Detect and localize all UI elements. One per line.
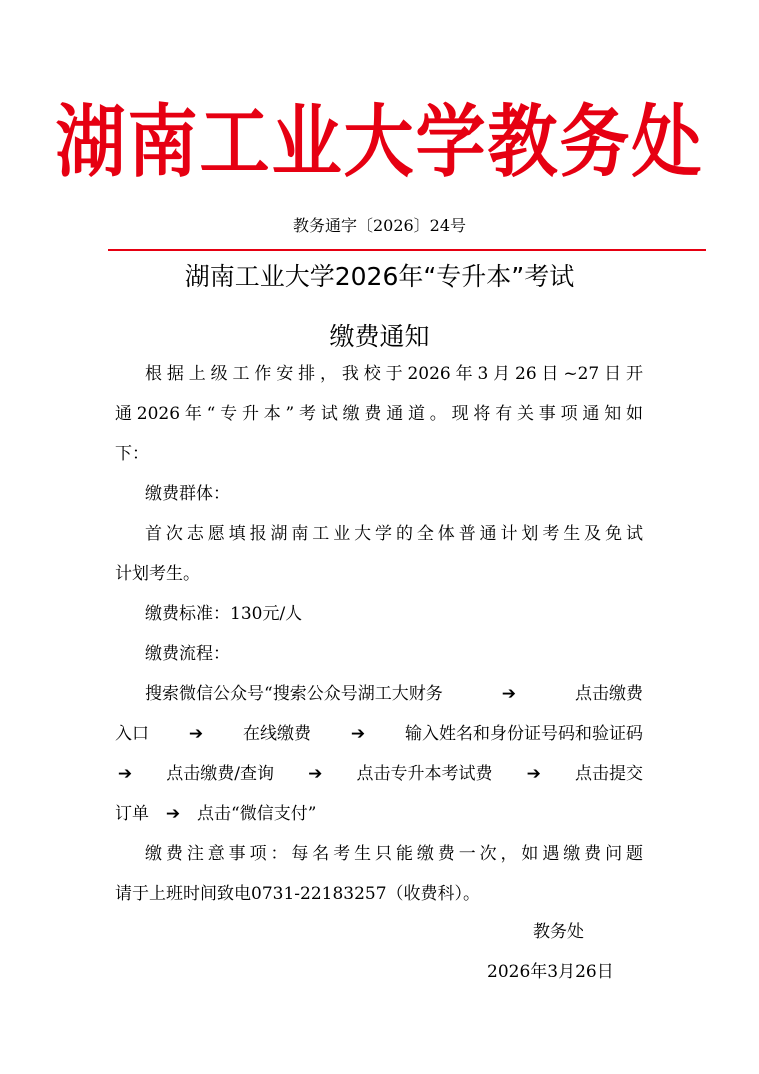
- process-step-wechat-pay: 点击“微信支付”: [197, 804, 317, 824]
- notice-title-line-1: 湖南工业大学2026年“专升本”考试: [184, 262, 575, 291]
- signature-date: 2026年3月26日: [487, 962, 614, 982]
- issuer-title: 湖南工业大学教务处: [55, 94, 704, 188]
- signature-office: 教务处: [533, 922, 584, 942]
- arrow-icon: ➔: [350, 724, 366, 744]
- arrow-icon: ➔: [308, 764, 323, 784]
- arrow-icon: ➔: [117, 764, 133, 784]
- document-number: 教务通字〔2026〕24号: [292, 216, 467, 235]
- notes-line-1: 缴费注意事项：每名考生只能缴费一次，如遇缴费问题: [145, 844, 643, 864]
- arrow-icon: ➔: [165, 804, 181, 824]
- notice-title-line-2: 缴费通知: [329, 322, 430, 351]
- process-line-4: [115, 799, 316, 829]
- intro-line-3: 下：: [115, 444, 149, 464]
- intro-line-2: 通2026年“专升本”考试缴费通道。现将有关事项通知如: [115, 404, 643, 424]
- process-step-click-entry: 点击缴费: [574, 684, 643, 704]
- process-step-input-info: 输入姓名和身份证号码和验证码: [405, 724, 643, 744]
- red-divider: [108, 249, 706, 251]
- process-step-entry: 入口: [115, 724, 149, 744]
- process-label: 缴费流程：: [145, 644, 230, 664]
- process-line-1: [145, 679, 643, 709]
- notes-line-2: 请于上班时间致电0731-22183257（收费科）。: [115, 884, 481, 904]
- process-step-submit: 点击提交: [574, 764, 643, 784]
- intro-line-1: 根据上级工作安排，我校于2026年3月26日~27日开: [145, 364, 643, 384]
- arrow-icon: ➔: [501, 684, 516, 704]
- process-step-online-pay: 在线缴费: [243, 724, 311, 744]
- process-step-search: 搜索微信公众号“搜索公众号湖工大财务: [145, 684, 443, 704]
- process-step-pay-query: 点击缴费/查询: [166, 764, 274, 784]
- process-step-order: 订单: [115, 804, 149, 824]
- process-line-3: [115, 759, 643, 789]
- target-group-label: 缴费群体：: [145, 484, 230, 504]
- process-step-exam-fee: 点击专升本考试费: [356, 764, 493, 784]
- process-line-2: [115, 719, 643, 749]
- arrow-icon: ➔: [526, 764, 541, 784]
- arrow-icon: ➔: [188, 724, 204, 744]
- target-group-line-1: 首次志愿填报湖南工业大学的全体普通计划考生及免试: [145, 524, 643, 544]
- target-group-line-2: 计划考生。: [115, 564, 200, 584]
- fee-standard: 缴费标准：130元/人: [145, 604, 303, 624]
